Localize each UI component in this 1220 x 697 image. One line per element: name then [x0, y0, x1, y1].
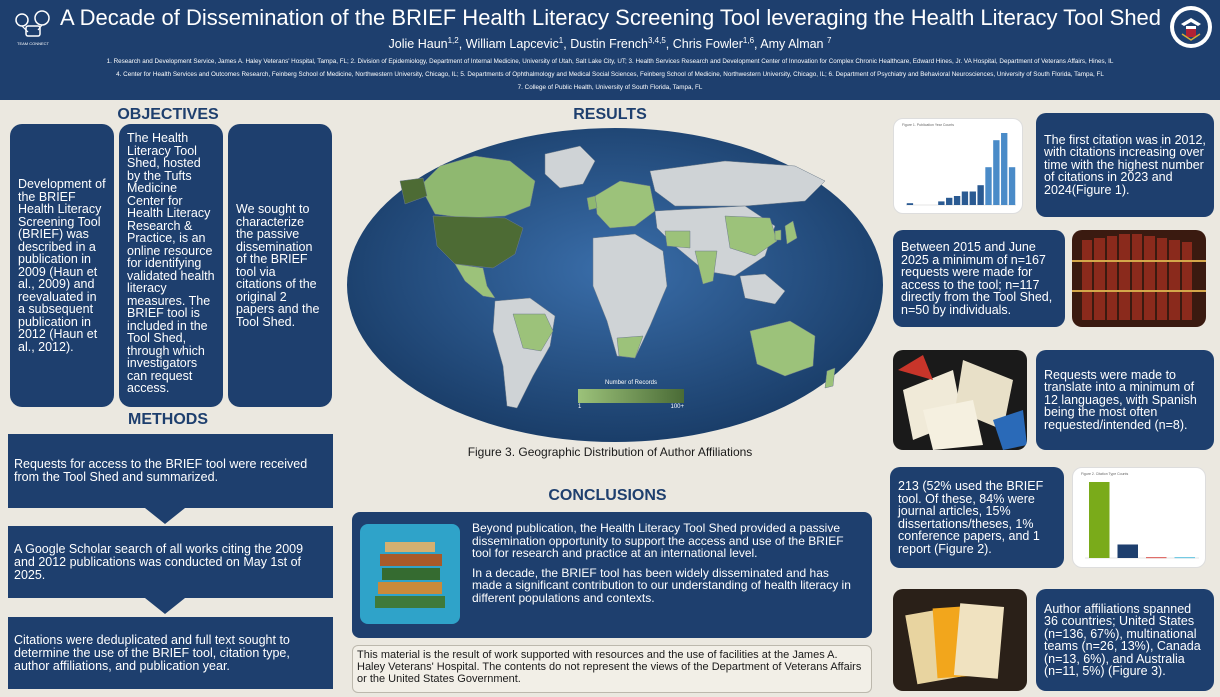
results-text-3: Requests were made to translate into a minimum of 12 languages, with Spanish being the most often requested/intended (n=8).: [1036, 350, 1214, 450]
poster-title: A Decade of Dissemination of the BRIEF Health Literacy Screening Tool leveraging the Health Literacy Tool Shed: [60, 5, 1162, 30]
results-text-4: 213 (52% used the BRIEF tool. Of these, 84% were journal articles, 15% dissertations/theses, 1% conference papers, and 1 report (Figure 2).: [890, 467, 1064, 568]
author-name: Amy Alman: [760, 37, 824, 52]
chart-bar: [1089, 482, 1110, 558]
chart-bar: [1175, 557, 1196, 558]
open-books-image: [893, 350, 1027, 450]
chart-bar: [977, 185, 983, 205]
conclusions-heading: CONCLUSIONS: [548, 487, 667, 504]
methods-heading: METHODS: [128, 411, 208, 428]
chart-bar: [938, 201, 944, 205]
figure2-plot: [1079, 478, 1201, 564]
chart-bar: [970, 192, 976, 206]
map-iran: [665, 231, 690, 248]
chart-bar: [1009, 167, 1015, 205]
svg-text:TEAM CONNECT: TEAM CONNECT: [17, 41, 49, 46]
map-uk: [587, 196, 597, 210]
figure1-plot: [900, 129, 1018, 211]
author-name: Chris Fowler: [672, 37, 743, 52]
objectives-box-3: We sought to characterize the passive dissemination of the BRIEF tool via citations of the original 2 papers and the Tool Shed.: [228, 124, 332, 407]
flow-arrow: [145, 598, 185, 614]
author-name: William Lapcevic: [465, 37, 559, 52]
books-stack-image: [360, 524, 460, 624]
flow-arrow: [145, 508, 185, 524]
map-korea: [775, 230, 781, 240]
poster-header: [0, 0, 1220, 100]
results-text-2: Between 2015 and June 2025 a minimum of n=167 requests were made for access to the tool; n=117 directly from the Tool Shed, n=50 by individuals.: [893, 230, 1065, 327]
affiliations: 1. Research and Development Service, James A. Haley Veterans' Hospital, Tampa, FL; 2. Division of Epidemiology, Department of Internal Medicine, University of Utah, Salt Lake City, UT; 3. Health Services Research and Development Center of Innovation for Complex Chronic Healthcare, Edward Hines, Jr. VA Hospital, Department of Veterans Affairs, Hines, IL 4. Center for Health Services and Outcomes Research, Feinberg School of Medicine, Northwestern University, Chicago, IL; 5. Departments of Ophthalmology and Medical Social Sciences, Feinberg School of Medicine, Northwestern University, Chicago, IL; 6. Department of Psychiatry and Behavioral Neurosciences, University of South Florida, Tampa, FL 7. College of Public Health, University of South Florida, Tampa, FL: [106, 58, 1114, 91]
library-books-image: [1072, 230, 1206, 327]
chart-bar: [907, 203, 913, 205]
figure3-caption: Figure 3. Geographic Distribution of Author Affiliations: [467, 445, 753, 459]
methods-step-3: Citations were deduplicated and full text sought to determine the use of the BRIEF tool, citation type, author affiliations, and publication year.: [8, 617, 333, 689]
methods-step-2: A Google Scholar search of all works citing the 2009 and 2012 publications was conducted on May 1st of 2025.: [8, 526, 333, 598]
chart-bar: [962, 192, 968, 206]
author-name: Dustin French: [570, 37, 648, 52]
legend-gradient: [578, 389, 684, 403]
methods-step-1: Requests for access to the BRIEF tool were received from the Tool Shed and summarized.: [8, 434, 333, 508]
objectives-heading: OBJECTIVES: [117, 106, 219, 123]
chart-bar: [993, 140, 999, 205]
author-name: Jolie Haun: [388, 37, 448, 52]
results-text-5: Author affiliations spanned 36 countries; United States (n=136, 67%), multinational teams (n=26, 13%), Canada (n=13, 6%), and Australia (n=11, 5%) (Figure 3).: [1036, 589, 1214, 691]
results-heading: RESULTS: [573, 106, 647, 123]
chart-bar: [1146, 557, 1167, 558]
results-text-1: The first citation was in 2012, with citations increasing over time with the highest number of citations in 2023 and 2024(Figure 1).: [1036, 113, 1214, 217]
chart-bar: [985, 167, 991, 205]
objectives-box-2: The Health Literacy Tool Shed, hosted by the Tufts Medicine Center for Health Literacy Research & Practice, is an online resource for identifying validated health literacy measures. The BRIEF tool is included in the Tool Shed, through which investigators can request access.: [119, 124, 223, 407]
author-list: Jolie Haun$^{1,2}$, William Lapcevic$^1$, Dustin French$^{3,4,5}$, Chris Fowler$^{1,6}$, Amy Alman $^7$: [388, 36, 832, 52]
chart-bar: [1118, 544, 1139, 558]
va-seal-logo: [1168, 4, 1214, 50]
conclusions-box: Beyond publication, the Health Literacy Tool Shed provided a passive dissemination opportunity to support the access and use of the BRIEF tool for research and practice at an international level. In a decade, the BRIEF tool has been widely disseminated and has made a significant contribution to our understanding of health literacy in different populations and contexts.: [352, 512, 872, 638]
chart-bar: [1001, 133, 1007, 205]
figure1-chart: Figure 1. Publication Year Counts: [893, 118, 1023, 214]
objectives-box-1: Development of the BRIEF Health Literacy Screening Tool (BRIEF) was described in a publication in 2009 (Haun et al., 2009) and reevaluated in a subsequent publication in 2012 (Haun et al., 2012).: [10, 124, 114, 407]
disclaimer: This material is the result of work supported with resources and the use of facilities at the James A. Haley Veterans' Hospital. The contents do not represent the views of the Department of Veterans Affairs or the United States Government.: [352, 645, 872, 693]
map-legend: Number of Records 1 100+: [578, 380, 684, 410]
chart-bar: [946, 198, 952, 205]
chart-bar: [954, 196, 960, 205]
notebooks-image: [893, 589, 1027, 691]
figure2-chart: Figure 2. Citation Type Counts: [1072, 467, 1206, 568]
map-russia: [650, 161, 825, 206]
